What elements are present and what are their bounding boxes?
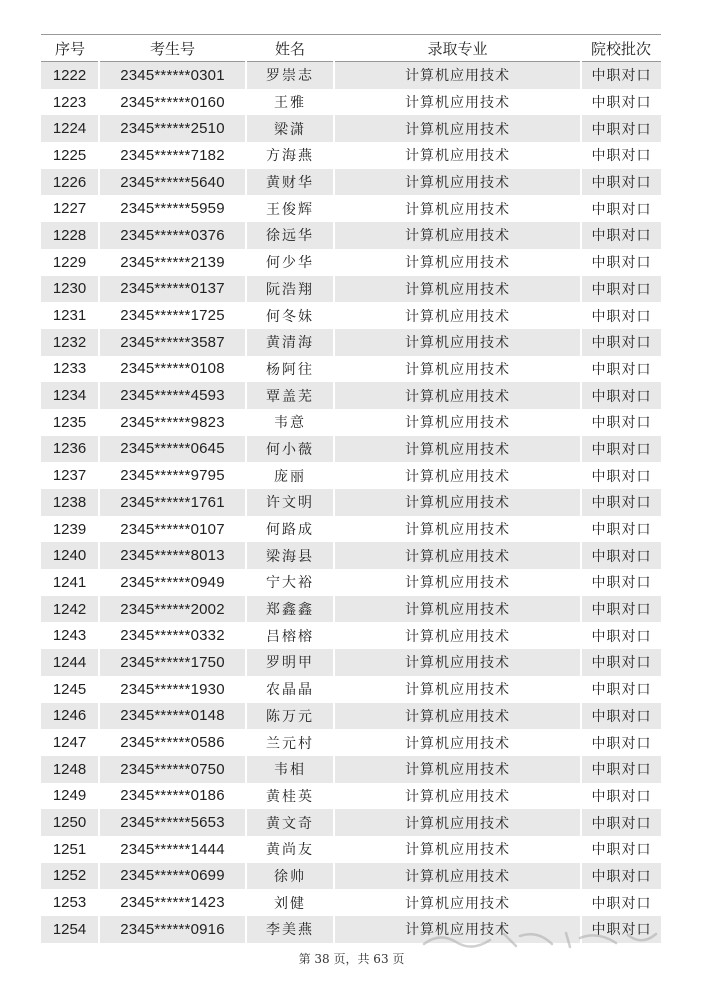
- cell-batch: 中职对口: [581, 409, 661, 436]
- cell-name: 许文明: [246, 489, 334, 516]
- table-row: [41, 249, 661, 276]
- cell-batch: 中职对口: [581, 889, 661, 916]
- cell-batch: 中职对口: [581, 729, 661, 756]
- cell-name: 罗明甲: [246, 649, 334, 676]
- table-row: [41, 329, 661, 356]
- cell-batch: 中职对口: [581, 489, 661, 516]
- cell-batch: 中职对口: [581, 836, 661, 863]
- cell-major: 计算机应用技术: [334, 222, 581, 249]
- cell-major: 计算机应用技术: [334, 729, 581, 756]
- cell-major: 计算机应用技术: [334, 462, 581, 489]
- cell-seq: 1251: [41, 836, 99, 863]
- cell-major: 计算机应用技术: [334, 649, 581, 676]
- cell-name: 黄文奇: [246, 809, 334, 836]
- cell-student-id: 2345******0160: [99, 89, 246, 116]
- cell-batch: 中职对口: [581, 596, 661, 623]
- table-row: [41, 276, 661, 303]
- cell-major: 计算机应用技术: [334, 516, 581, 543]
- cell-batch: 中职对口: [581, 195, 661, 222]
- cell-seq: 1230: [41, 276, 99, 303]
- cell-name: 黄清海: [246, 329, 334, 356]
- table-row: [41, 622, 661, 649]
- cell-student-id: 2345******0301: [99, 62, 246, 89]
- cell-seq: 1236: [41, 436, 99, 463]
- cell-name: 王俊辉: [246, 195, 334, 222]
- cell-batch: 中职对口: [581, 89, 661, 116]
- cell-seq: 1222: [41, 62, 99, 89]
- cell-major: 计算机应用技术: [334, 356, 581, 383]
- cell-name: 罗崇志: [246, 62, 334, 89]
- cell-name: 吕榕榕: [246, 622, 334, 649]
- cell-seq: 1253: [41, 889, 99, 916]
- table-row: [41, 142, 661, 169]
- cell-seq: 1248: [41, 756, 99, 783]
- table-row: [41, 863, 661, 890]
- cell-batch: 中职对口: [581, 916, 661, 943]
- cell-name: 阮浩翔: [246, 276, 334, 303]
- table-row: [41, 676, 661, 703]
- cell-major: 计算机应用技术: [334, 676, 581, 703]
- cell-batch: 中职对口: [581, 436, 661, 463]
- cell-student-id: 2345******9823: [99, 409, 246, 436]
- cell-major: 计算机应用技术: [334, 703, 581, 730]
- cell-name: 陈万元: [246, 703, 334, 730]
- cell-name: 方海燕: [246, 142, 334, 169]
- cell-student-id: 2345******2002: [99, 596, 246, 623]
- table-row: [41, 169, 661, 196]
- page: [41, 34, 661, 943]
- cell-student-id: 2345******4593: [99, 382, 246, 409]
- cell-batch: 中职对口: [581, 142, 661, 169]
- cell-major: 计算机应用技术: [334, 542, 581, 569]
- header-batch: 院校批次: [581, 35, 661, 62]
- cell-student-id: 2345******0645: [99, 436, 246, 463]
- cell-name: 黄财华: [246, 169, 334, 196]
- table-row: [41, 462, 661, 489]
- cell-seq: 1229: [41, 249, 99, 276]
- cell-batch: 中职对口: [581, 516, 661, 543]
- cell-seq: 1247: [41, 729, 99, 756]
- cell-student-id: 2345******3587: [99, 329, 246, 356]
- cell-major: 计算机应用技术: [334, 302, 581, 329]
- cell-seq: 1238: [41, 489, 99, 516]
- cell-student-id: 2345******1750: [99, 649, 246, 676]
- cell-name: 郑鑫鑫: [246, 596, 334, 623]
- cell-name: 黄桂英: [246, 783, 334, 810]
- header-row: [41, 35, 661, 62]
- cell-student-id: 2345******8013: [99, 542, 246, 569]
- cell-major: 计算机应用技术: [334, 169, 581, 196]
- cell-batch: 中职对口: [581, 222, 661, 249]
- cell-student-id: 2345******0376: [99, 222, 246, 249]
- cell-batch: 中职对口: [581, 356, 661, 383]
- cell-seq: 1228: [41, 222, 99, 249]
- cell-student-id: 2345******0699: [99, 863, 246, 890]
- cell-major: 计算机应用技术: [334, 836, 581, 863]
- table-row: [41, 809, 661, 836]
- cell-major: 计算机应用技术: [334, 115, 581, 142]
- header-major: 录取专业: [334, 35, 581, 62]
- cell-major: 计算机应用技术: [334, 809, 581, 836]
- cell-name: 李美燕: [246, 916, 334, 943]
- cell-batch: 中职对口: [581, 276, 661, 303]
- cell-seq: 1245: [41, 676, 99, 703]
- cell-seq: 1242: [41, 596, 99, 623]
- cell-name: 何少华: [246, 249, 334, 276]
- cell-student-id: 2345******1423: [99, 889, 246, 916]
- table-row: [41, 836, 661, 863]
- cell-seq: 1235: [41, 409, 99, 436]
- table-row: [41, 89, 661, 116]
- table-body: [41, 62, 661, 943]
- table-row: [41, 569, 661, 596]
- cell-batch: 中职对口: [581, 676, 661, 703]
- cell-name: 兰元村: [246, 729, 334, 756]
- cell-batch: 中职对口: [581, 569, 661, 596]
- cell-student-id: 2345******0137: [99, 276, 246, 303]
- table-row: [41, 62, 661, 89]
- cell-student-id: 2345******5640: [99, 169, 246, 196]
- cell-batch: 中职对口: [581, 622, 661, 649]
- cell-batch: 中职对口: [581, 382, 661, 409]
- table-row: [41, 729, 661, 756]
- cell-major: 计算机应用技术: [334, 863, 581, 890]
- cell-student-id: 2345******0949: [99, 569, 246, 596]
- cell-major: 计算机应用技术: [334, 569, 581, 596]
- cell-major: 计算机应用技术: [334, 329, 581, 356]
- cell-name: 徐帅: [246, 863, 334, 890]
- cell-seq: 1254: [41, 916, 99, 943]
- cell-batch: 中职对口: [581, 649, 661, 676]
- cell-name: 何路成: [246, 516, 334, 543]
- cell-seq: 1241: [41, 569, 99, 596]
- cell-major: 计算机应用技术: [334, 89, 581, 116]
- cell-major: 计算机应用技术: [334, 622, 581, 649]
- table-row: [41, 382, 661, 409]
- cell-major: 计算机应用技术: [334, 249, 581, 276]
- cell-batch: 中职对口: [581, 863, 661, 890]
- cell-seq: 1227: [41, 195, 99, 222]
- cell-student-id: 2345******1444: [99, 836, 246, 863]
- cell-batch: 中职对口: [581, 115, 661, 142]
- cell-major: 计算机应用技术: [334, 489, 581, 516]
- table-row: [41, 516, 661, 543]
- cell-batch: 中职对口: [581, 249, 661, 276]
- cell-major: 计算机应用技术: [334, 436, 581, 463]
- cell-name: 农晶晶: [246, 676, 334, 703]
- cell-seq: 1252: [41, 863, 99, 890]
- cell-name: 韦相: [246, 756, 334, 783]
- cell-seq: 1239: [41, 516, 99, 543]
- table-row: [41, 436, 661, 463]
- cell-name: 梁潇: [246, 115, 334, 142]
- cell-batch: 中职对口: [581, 462, 661, 489]
- table-row: [41, 596, 661, 623]
- cell-major: 计算机应用技术: [334, 195, 581, 222]
- cell-student-id: 2345******2139: [99, 249, 246, 276]
- cell-batch: 中职对口: [581, 329, 661, 356]
- admission-table: [41, 34, 661, 943]
- cell-seq: 1233: [41, 356, 99, 383]
- cell-seq: 1237: [41, 462, 99, 489]
- cell-name: 韦意: [246, 409, 334, 436]
- cell-major: 计算机应用技术: [334, 756, 581, 783]
- cell-seq: 1225: [41, 142, 99, 169]
- table-header: [41, 35, 661, 62]
- cell-batch: 中职对口: [581, 783, 661, 810]
- cell-major: 计算机应用技术: [334, 409, 581, 436]
- cell-seq: 1226: [41, 169, 99, 196]
- cell-major: 计算机应用技术: [334, 276, 581, 303]
- cell-student-id: 2345******0586: [99, 729, 246, 756]
- cell-student-id: 2345******1930: [99, 676, 246, 703]
- cell-major: 计算机应用技术: [334, 62, 581, 89]
- cell-student-id: 2345******0916: [99, 916, 246, 943]
- cell-batch: 中职对口: [581, 302, 661, 329]
- cell-seq: 1249: [41, 783, 99, 810]
- cell-seq: 1224: [41, 115, 99, 142]
- cell-seq: 1250: [41, 809, 99, 836]
- cell-student-id: 2345******5959: [99, 195, 246, 222]
- cell-name: 梁海县: [246, 542, 334, 569]
- cell-student-id: 2345******0108: [99, 356, 246, 383]
- header-name: 姓名: [246, 35, 334, 62]
- cell-major: 计算机应用技术: [334, 916, 581, 943]
- page-footer: 第 38 页，共 63 页: [298, 952, 405, 966]
- cell-batch: 中职对口: [581, 62, 661, 89]
- cell-name: 杨阿往: [246, 356, 334, 383]
- table-row: [41, 756, 661, 783]
- cell-seq: 1240: [41, 542, 99, 569]
- cell-name: 黄尚友: [246, 836, 334, 863]
- cell-seq: 1234: [41, 382, 99, 409]
- table-row: [41, 195, 661, 222]
- header-student-id: 考生号: [99, 35, 246, 62]
- cell-batch: 中职对口: [581, 756, 661, 783]
- cell-seq: 1223: [41, 89, 99, 116]
- header-seq: 序号: [41, 35, 99, 62]
- cell-name: 王雅: [246, 89, 334, 116]
- cell-major: 计算机应用技术: [334, 783, 581, 810]
- cell-batch: 中职对口: [581, 703, 661, 730]
- cell-seq: 1243: [41, 622, 99, 649]
- cell-batch: 中职对口: [581, 809, 661, 836]
- cell-name: 刘健: [246, 889, 334, 916]
- cell-major: 计算机应用技术: [334, 596, 581, 623]
- cell-major: 计算机应用技术: [334, 142, 581, 169]
- cell-batch: 中职对口: [581, 542, 661, 569]
- cell-student-id: 2345******1725: [99, 302, 246, 329]
- cell-seq: 1246: [41, 703, 99, 730]
- cell-name: 何冬妹: [246, 302, 334, 329]
- cell-student-id: 2345******0332: [99, 622, 246, 649]
- table-row: [41, 542, 661, 569]
- table-row: [41, 222, 661, 249]
- cell-student-id: 2345******5653: [99, 809, 246, 836]
- cell-student-id: 2345******9795: [99, 462, 246, 489]
- cell-name: 覃盖芜: [246, 382, 334, 409]
- cell-name: 庞丽: [246, 462, 334, 489]
- cell-name: 宁大裕: [246, 569, 334, 596]
- cell-student-id: 2345******7182: [99, 142, 246, 169]
- cell-student-id: 2345******0148: [99, 703, 246, 730]
- table-row: [41, 302, 661, 329]
- table-row: [41, 489, 661, 516]
- cell-seq: 1232: [41, 329, 99, 356]
- cell-major: 计算机应用技术: [334, 889, 581, 916]
- cell-name: 何小薇: [246, 436, 334, 463]
- table-row: [41, 889, 661, 916]
- cell-seq: 1244: [41, 649, 99, 676]
- table-row: [41, 409, 661, 436]
- table-row: [41, 783, 661, 810]
- cell-student-id: 2345******2510: [99, 115, 246, 142]
- table-row: [41, 649, 661, 676]
- cell-student-id: 2345******0107: [99, 516, 246, 543]
- cell-name: 徐远华: [246, 222, 334, 249]
- watermark-graphic: [420, 928, 660, 950]
- cell-seq: 1231: [41, 302, 99, 329]
- table-row: [41, 703, 661, 730]
- cell-student-id: 2345******0750: [99, 756, 246, 783]
- cell-student-id: 2345******1761: [99, 489, 246, 516]
- cell-student-id: 2345******0186: [99, 783, 246, 810]
- table-row: [41, 356, 661, 383]
- table-row: [41, 115, 661, 142]
- cell-batch: 中职对口: [581, 169, 661, 196]
- cell-major: 计算机应用技术: [334, 382, 581, 409]
